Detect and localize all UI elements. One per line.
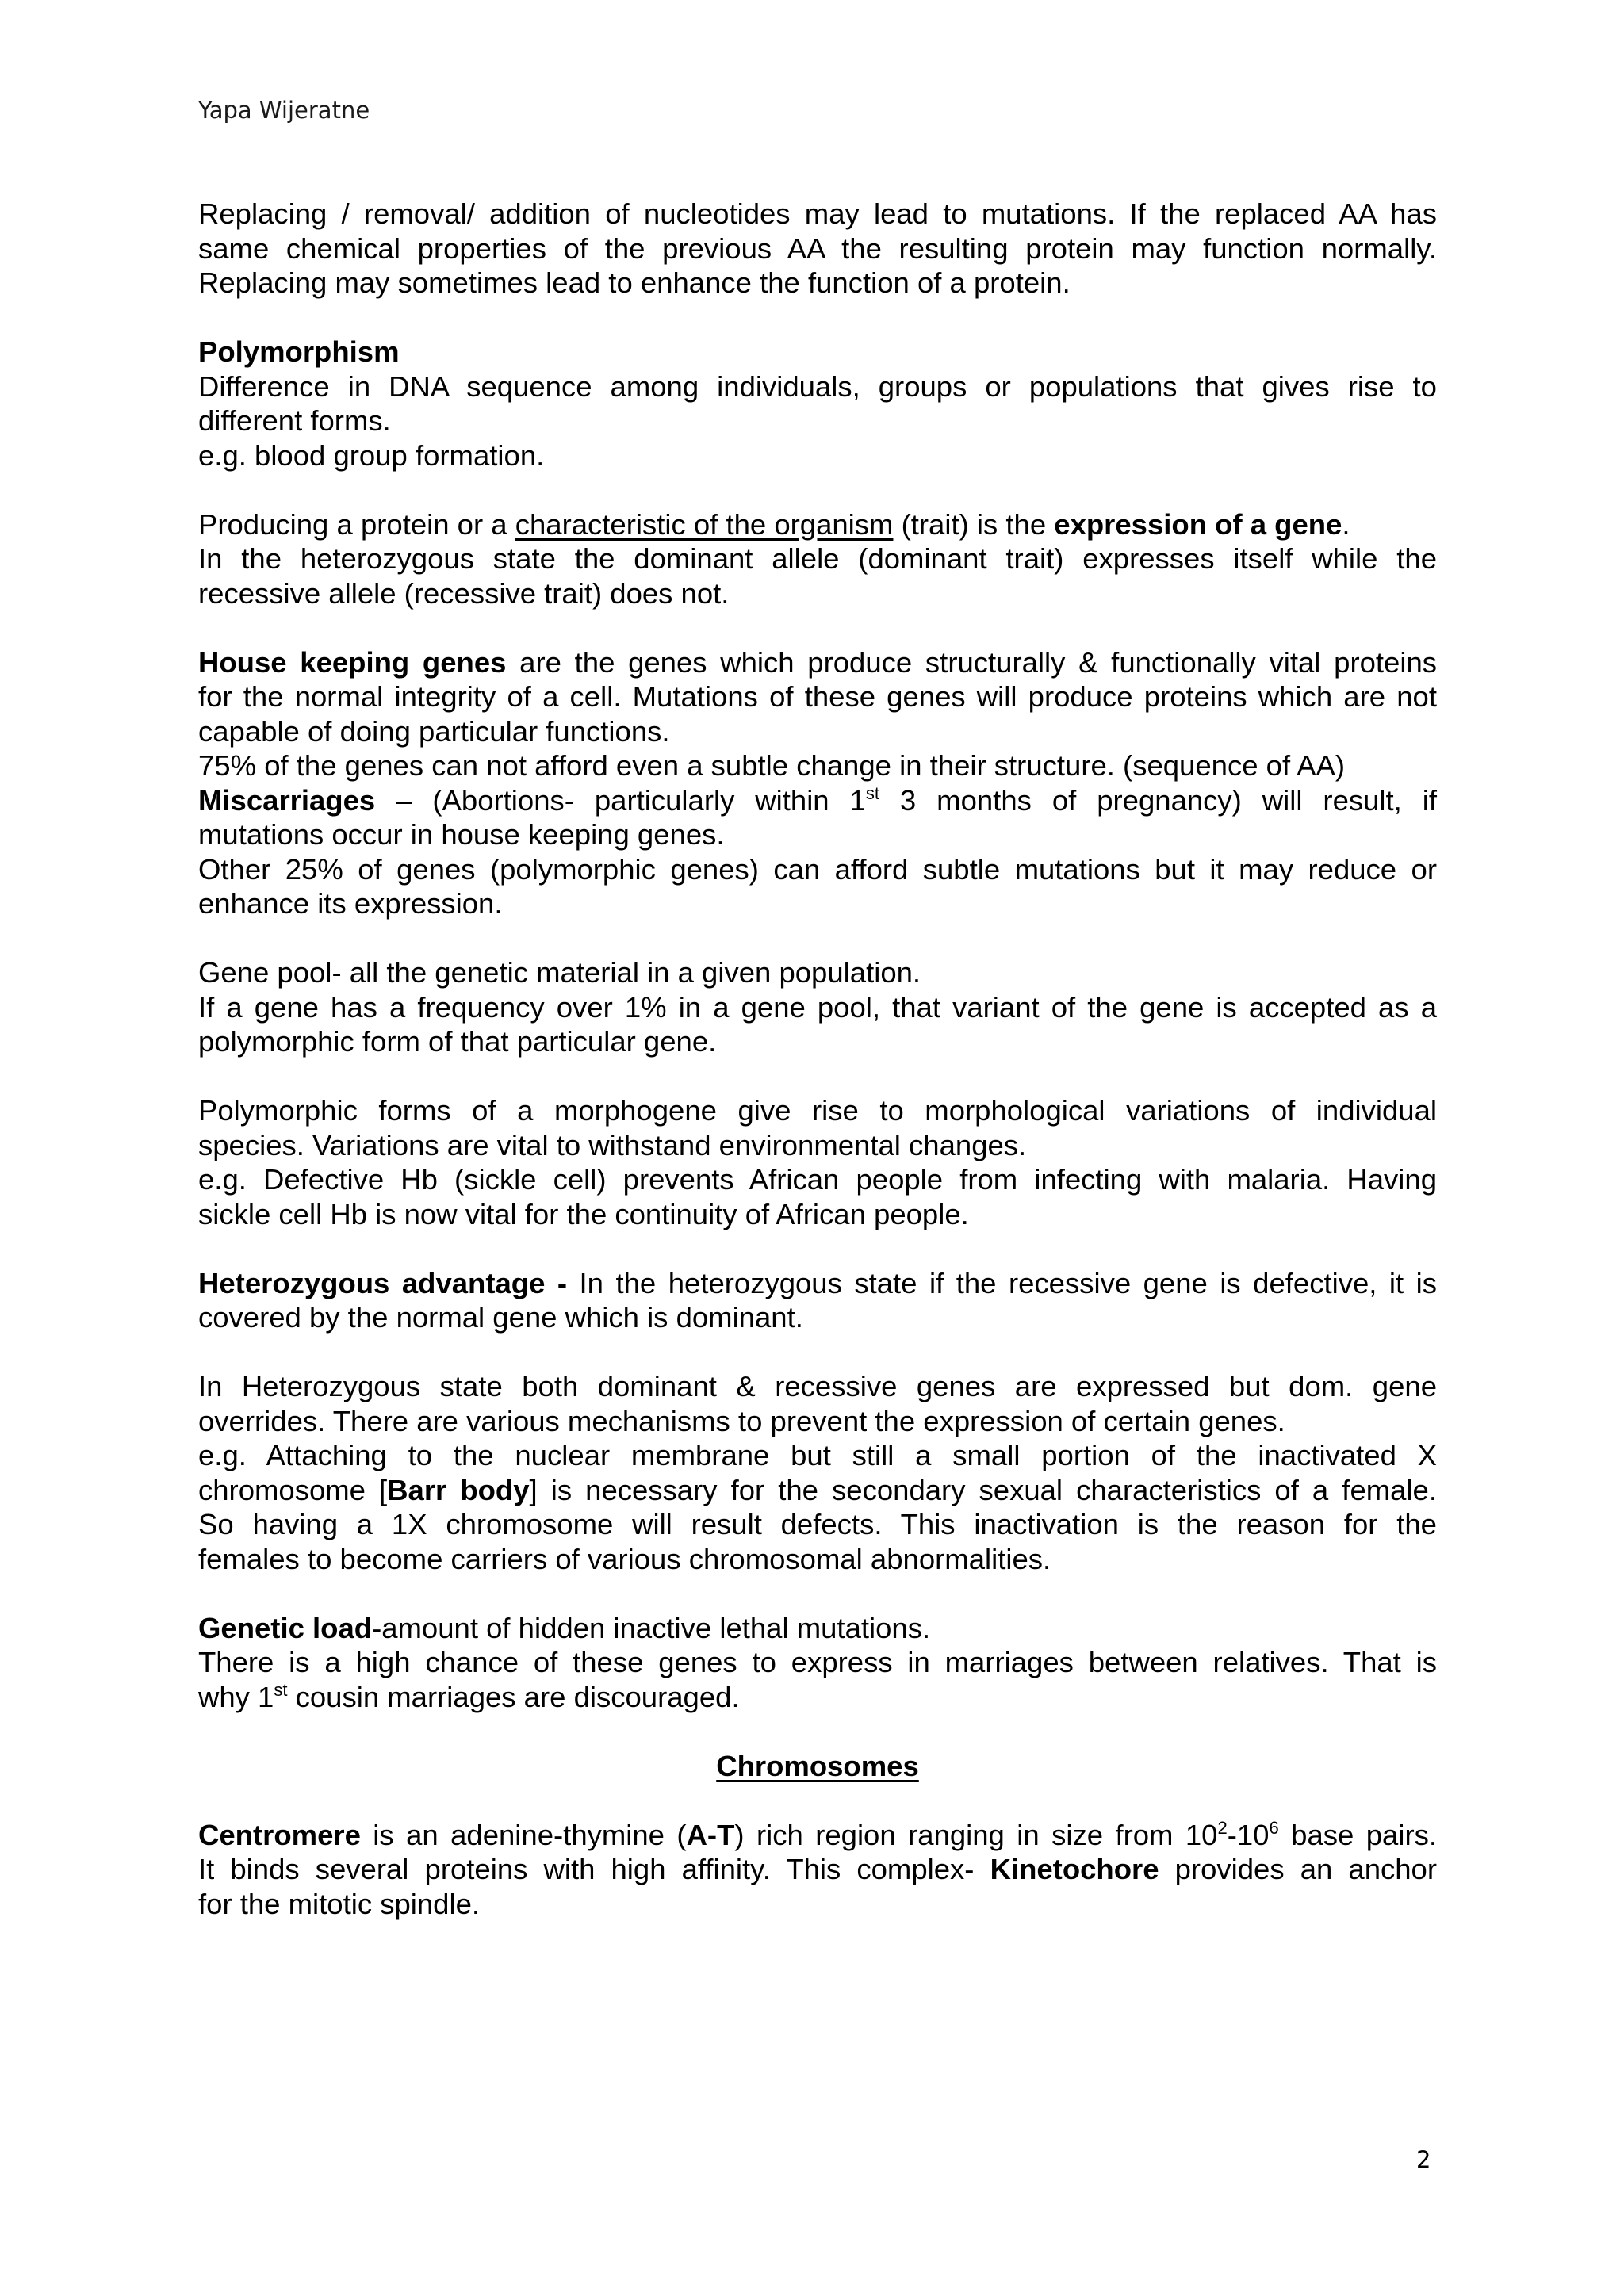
text-line: Other 25% of genes (polymorphic genes) can afford subtle mutations but it may reduce or	[198, 852, 1437, 886]
text-line: overrides. There are various mechanisms to prevent the expression of certain genes.	[198, 1404, 1285, 1437]
underlined-term: characteristic of the organism	[515, 507, 894, 541]
text-line: e.g. blood group formation.	[198, 438, 545, 472]
bold-term: expression of a gene	[1054, 507, 1342, 541]
text-run: cousin marriages are discouraged.	[287, 1680, 740, 1713]
text-line	[198, 507, 1437, 542]
text-line: species. Variations are vital to withstand environmental changes.	[198, 1128, 1027, 1161]
superscript: st	[274, 1679, 288, 1700]
text-line	[198, 1818, 1437, 1853]
text-line: recessive allele (recessive trait) does not.	[198, 576, 730, 610]
text-run: Producing a protein or a	[198, 507, 515, 541]
text-line	[198, 1680, 1437, 1715]
superscript: 6	[1269, 1817, 1279, 1838]
text-line: different forms.	[198, 404, 391, 437]
paragraph-gene-expression	[198, 507, 1437, 611]
paragraph-centromere	[198, 1818, 1437, 1922]
text-line: Polymorphic forms of a morphogene give rise to morphological variations of individual	[198, 1094, 1437, 1127]
text-line: enhance its expression.	[198, 887, 503, 920]
text-line: e.g. Defective Hb (sickle cell) prevents African people from infecting with malaria. Having	[198, 1163, 1437, 1196]
text-run: ) rich region ranging in size from 10	[734, 1818, 1218, 1851]
text-line: for the normal integrity of a cell. Mutations of these genes will produce proteins which are not	[198, 680, 1437, 713]
document-body	[198, 197, 1437, 1921]
text-line: There is a high chance of these genes to express in marriages between relatives. That is	[198, 1646, 1437, 1678]
text-line: e.g. Attaching to the nuclear membrane but still a small portion of the inactivated X	[198, 1439, 1437, 1471]
text-line: females to become carriers of various chromosomal abnormalities.	[198, 1542, 1051, 1575]
text-line	[198, 1473, 1437, 1508]
page-header-author: Yapa Wijeratne	[198, 97, 370, 124]
polymorphism-title: Polymorphism	[198, 335, 400, 368]
text-line	[198, 1611, 1437, 1646]
paragraph-house-keeping-genes	[198, 645, 1437, 921]
paragraph-genetic-load	[198, 1611, 1437, 1715]
text-line: 75% of the genes can not afford even a subtle change in their structure. (sequence of AA)	[198, 749, 1346, 782]
text-line: sickle cell Hb is now vital for the continuity of African people.	[198, 1197, 969, 1230]
bold-term: Miscarriages	[198, 783, 376, 817]
text-line: So having a 1X chromosome will result defects. This inactivation is the reason for the	[198, 1508, 1437, 1540]
text-line: covered by the normal gene which is dominant.	[198, 1301, 803, 1334]
bold-term: Heterozygous advantage -	[198, 1266, 568, 1299]
text-run: chromosome [	[198, 1473, 388, 1506]
text-line	[198, 1852, 1437, 1887]
text-line: Gene pool- all the genetic material in a given population.	[198, 956, 921, 989]
text-line: Replacing may sometimes lead to enhance the function of a protein.	[198, 266, 1071, 299]
text-run: It binds several proteins with high affinity. This complex-	[198, 1853, 990, 1885]
text-line: Difference in DNA sequence among individuals, groups or populations that gives rise to	[198, 369, 1437, 403]
text-line: In the heterozygous state the dominant allele (dominant trait) expresses itself while the	[198, 542, 1437, 575]
text-run: why 1	[198, 1680, 274, 1713]
text-line: polymorphic form of that particular gene.	[198, 1025, 717, 1058]
bold-term: Barr body	[387, 1473, 530, 1506]
bold-term: A-T	[686, 1818, 735, 1851]
paragraph-mutations	[198, 197, 1437, 300]
superscript: st	[865, 783, 879, 803]
text-line: Replacing / removal/ addition of nucleotides may lead to mutations. If the replaced AA has	[198, 197, 1437, 230]
text-run: provides an anchor	[1159, 1853, 1437, 1885]
paragraph-barr-body	[198, 1369, 1437, 1576]
paragraph-heterozygous-advantage	[198, 1266, 1437, 1335]
text-run: In the heterozygous state if the recessive gene is defective, it is	[567, 1266, 1437, 1299]
page-number: 2	[1416, 2146, 1431, 2173]
paragraph-polymorphism	[198, 335, 1437, 473]
paragraph-morphogene	[198, 1093, 1437, 1231]
text-run: -amount of hidden inactive lethal mutations.	[372, 1611, 931, 1644]
text-line	[198, 1266, 1437, 1301]
text-run: are the genes which produce structurally & functionally vital proteins	[506, 645, 1437, 679]
text-line: capable of doing particular functions.	[198, 714, 670, 748]
text-line: mutations occur in house keeping genes.	[198, 818, 725, 851]
text-line	[198, 645, 1437, 680]
superscript: 2	[1217, 1817, 1228, 1838]
bold-term: House keeping genes	[198, 645, 507, 679]
text-run: ] is necessary for the secondary sexual characteristics of a female.	[529, 1473, 1437, 1506]
text-run: – (Abortions- particularly within 1	[375, 783, 866, 817]
paragraph-gene-pool	[198, 955, 1437, 1059]
text-line: If a gene has a frequency over 1% in a gene pool, that variant of the gene is accepted as a	[198, 990, 1437, 1024]
text-line: In Heterozygous state both dominant & recessive genes are expressed but dom. gene	[198, 1370, 1437, 1402]
text-line: for the mitotic spindle.	[198, 1887, 481, 1920]
bold-term: Centromere	[198, 1818, 361, 1851]
text-run: -10	[1227, 1818, 1270, 1851]
text-line: same chemical properties of the previous AA the resulting protein may function normally.	[198, 232, 1437, 265]
text-line	[198, 783, 1437, 818]
text-run: .	[1342, 507, 1350, 541]
bold-term: Genetic load	[198, 1611, 373, 1644]
bold-term: Kinetochore	[990, 1853, 1159, 1885]
text-run: 3 months of pregnancy) will result, if	[879, 783, 1438, 817]
text-run: is an adenine-thymine (	[360, 1818, 687, 1851]
section-heading-chromosomes: Chromosomes	[716, 1749, 919, 1782]
polymorphism-title-line	[198, 335, 1437, 369]
text-run: (trait) is the	[893, 507, 1055, 541]
text-run: base pairs.	[1278, 1818, 1437, 1851]
